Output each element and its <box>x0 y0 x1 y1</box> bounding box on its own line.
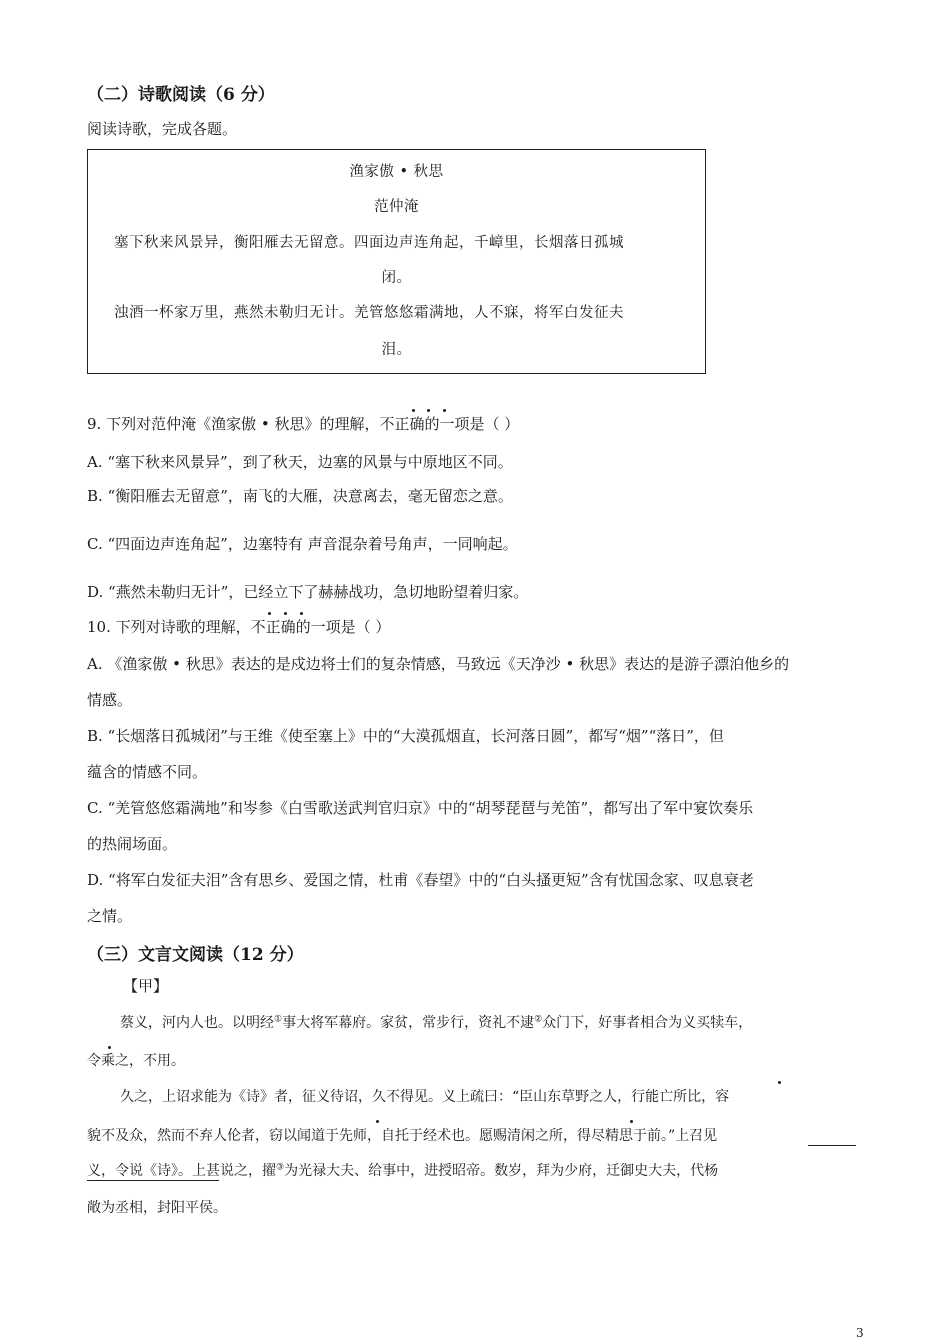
q10-option-b: B. “长烟落日孤城闭”与王维《使至塞上》中的“大漠孤烟直，长河落日圆”，都写“烟”“落日”，但 <box>87 727 724 745</box>
q10-option-a-cont: 情感。 <box>87 691 133 709</box>
emphasis-dot <box>443 409 446 412</box>
section2-instruction: 阅读诗歌，完成各题。 <box>87 120 238 138</box>
emphasis-dot <box>300 612 303 615</box>
emphasis-dot <box>284 612 287 615</box>
page-number: 3 <box>856 1326 864 1340</box>
poem-line-2a: 浊酒一杯家万里，燕然未勒归无计。羌管悠悠霜满地，人不寐，将军白发征夫 <box>114 305 624 321</box>
q9-option-b: B. “衡阳雁去无留意”，南飞的大雁，决意离去，毫无留恋之意。 <box>87 487 513 505</box>
emphasis-dot <box>412 409 415 412</box>
q9-option-a: A. “塞下秋来风景异”，到了秋天，边塞的风景与中原地区不同。 <box>87 453 513 471</box>
q9-option-d: D. “燕然未勒归无计”，已经立下了赫赫战功，急切地盼望着归家。 <box>87 583 529 601</box>
section2-title: （二）诗歌阅读（6 分） <box>87 85 275 105</box>
poem-author: 范仲淹 <box>374 199 419 215</box>
emphasis-dot <box>778 1081 781 1084</box>
passage-label: 【甲】 <box>123 977 169 995</box>
emphasis-dot <box>268 612 271 615</box>
underline <box>87 1180 219 1181</box>
poem-title: 渔家傲 • 秋思 <box>349 164 444 180</box>
passage-line-2: 令乘之，不用。 <box>87 1053 185 1069</box>
q10-option-c-cont: 的热闹场面。 <box>87 835 178 853</box>
q10-option-d-cont: 之情。 <box>87 907 133 925</box>
emphasis-dot <box>376 1120 379 1123</box>
footnote-marker: ① <box>274 1014 283 1025</box>
underline <box>808 1145 856 1146</box>
q9-option-c: C. “四面边声连角起”，边塞特有 声音混杂着号角声，一同响起。 <box>87 535 518 553</box>
passage-line-1: 蔡义，河内人也。以明经①事大将军幕府。家贫，常步行，资礼不逮②众门下，好事者相合为义买犊车， <box>120 1014 753 1031</box>
q9-stem: 9. 下列对范仲淹《渔家傲 • 秋思》的理解，不正确的一项是（ ） <box>87 415 520 433</box>
emphasis-dot <box>630 1120 633 1123</box>
footnote-marker: ② <box>534 1014 543 1025</box>
poem-line-2b: 泪。 <box>381 342 412 358</box>
passage-line-4: 貌不及众，然而不弃人伦者，窃以闻道于先师，自托于经术也。愿赐清闲之所，得尽精思于前。”上召见 <box>87 1128 718 1144</box>
q10-stem: 10. 下列对诗歌的理解，不正确的一项是（ ） <box>87 618 391 636</box>
poem-line-1b: 闭。 <box>381 270 412 286</box>
emphasis-dot <box>108 1046 111 1049</box>
poem-line-1a: 塞下秋来风景异，衡阳雁去无留意。四面边声连角起，千嶂里，长烟落日孤城 <box>114 235 624 251</box>
footnote-marker: ③ <box>276 1162 285 1173</box>
q10-option-d: D. “将军白发征夫泪”含有思乡、爱国之情，杜甫《春望》中的“白头搔更短”含有忧国念家、叹息衰老 <box>87 871 754 889</box>
section3-title: （三）文言文阅读（12 分） <box>87 945 304 965</box>
passage-line-5: 义，令说《诗》。上甚说之，擢③为光禄大夫、给事中，进授昭帝。数岁，拜为少府，迁御史大夫，代杨 <box>87 1162 719 1179</box>
q10-option-a: A. 《渔家傲 • 秋思》表达的是戍边将士们的复杂情感，马致远《天净沙 • 秋思》表达的是游子漂泊他乡的 <box>87 655 790 673</box>
q10-option-b-cont: 蕴含的情感不同。 <box>87 763 208 781</box>
passage-line-3: 久之，上诏求能为《诗》者，征义待诏，久不得见。义上疏曰：“臣山东草野之人，行能亡所比，容 <box>120 1089 730 1105</box>
poem-box <box>87 149 706 374</box>
q10-option-c: C. “羌管悠悠霜满地”和岑参《白雪歌送武判官归京》中的“胡琴琵琶与羌笛”，都写出了军中宴饮奏乐 <box>87 799 754 817</box>
emphasis-dot <box>427 409 430 412</box>
passage-line-6: 敞为丞相，封阳平侯。 <box>87 1200 227 1216</box>
